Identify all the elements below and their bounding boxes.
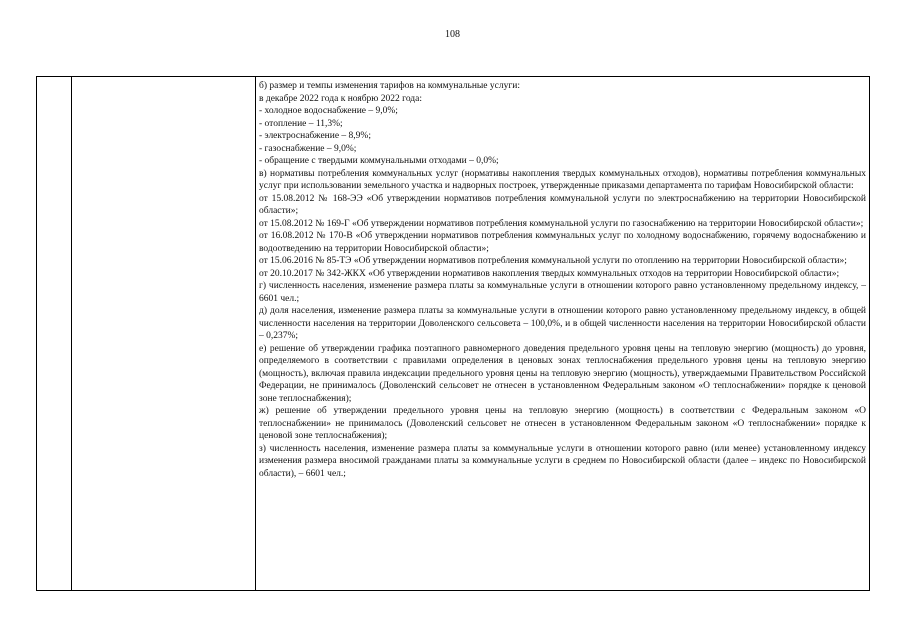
paragraph: - холодное водоснабжение – 9,0%; bbox=[259, 106, 398, 116]
paragraph: б) размер и темпы изменения тарифов на коммунальные услуги: bbox=[259, 81, 520, 91]
document-table bbox=[36, 76, 870, 591]
page-number: 108 bbox=[445, 29, 460, 40]
paragraph: - газоснабжение – 9,0%; bbox=[259, 143, 357, 154]
paragraph: г) численность населения, изменение размера платы за коммунальные услуги в отношении которого равно установленному предельному индексу, – 6601 чел.; bbox=[259, 281, 866, 304]
paragraph: - отопление – 11,3%; bbox=[259, 118, 343, 129]
paragraph: от 15.08.2012 № 168-ЭЭ «Об утверждении нормативов потребления коммунальной услуги по электроснабжению на территории Новосибирской области»; bbox=[259, 193, 866, 216]
paragraph: д) доля населения, изменение размера платы за коммунальные услуги в отношении которого равно установленному предельному индексу, в общей численности населения на территории Доволенского сельсовета – 100,0%, и в общей численности населения на территории Новосибирской области – 0,237%; bbox=[259, 306, 866, 341]
paragraph: - электроснабжение – 8,9%; bbox=[259, 131, 371, 141]
table-cell-number bbox=[37, 77, 72, 591]
paragraph: в декабре 2022 года к ноябрю 2022 года: bbox=[259, 93, 422, 104]
paragraph: от 15.06.2016 № 85-ТЭ «Об утверждении нормативов потребления коммунальной услуги по отоплению на территории Новосибирской области»; bbox=[259, 256, 847, 266]
paragraph: от 15.08.2012 № 169-Г «Об утверждении нормативов потребления коммунальной услуги по газоснабжению на территории Новосибирской области»; bbox=[259, 218, 864, 229]
table-cell-label bbox=[72, 77, 256, 591]
paragraph: в) нормативы потребления коммунальных услуг (нормативы накопления твердых коммунальных отходов), нормативы потребления коммунальных услуг при использовании земельного участка и надворных построек, утвержденные приказами департамента по тарифам Новосибирской области: bbox=[259, 168, 866, 191]
paragraph: - обращение с твердыми коммунальными отходами – 0,0%; bbox=[259, 156, 499, 166]
paragraph: е) решение об утверждении графика поэтапного равномерного доведения предельного уровня цены на тепловую энергию (мощность) до уровня, определяемого в соответствии с правилами определения в ценовых зонах теплоснабжения предельного уровня цены на тепловую энергию (мощность), включая правила индексации предельного уровня цены на тепловую энергию (мощность), утверждаемыми Правительством Российской Федерации, не принималось (Доволенский сельсовет не отнесен в установленном Федеральным законом «О теплоснабжении» порядке к ценовой зоне теплоснабжения); bbox=[259, 343, 866, 404]
content-text bbox=[256, 77, 869, 480]
paragraph: ж) решение об утверждении предельного уровня цены на тепловую энергию (мощность) в соответствии с Федеральным законом «О теплоснабжении» не принималось (Доволенский сельсовет не отнесен в установленном Федеральным законом «О теплоснабжении» порядке к ценовой зоне теплоснабжения); bbox=[259, 406, 866, 441]
table-cell-content bbox=[256, 77, 870, 591]
paragraph: от 20.10.2017 № 342-ЖКХ «Об утверждении нормативов накопления твердых коммунальных отходов на территории Новосибирской области»; bbox=[259, 268, 840, 279]
paragraph: з) численность населения, изменение размера платы за коммунальные услуги в отношении которого равно (или менее) установленному индексу изменения размера вносимой гражданами платы за коммунальные услуги в среднем по Новосибирской области (далее – индекс по Новосибирской области), – 6601 чел.; bbox=[259, 443, 866, 479]
paragraph: от 16.08.2012 № 170-В «Об утверждении нормативов потребления коммунальных услуг по холодному водоснабжению, горячему водоснабжению и водоотведению на территории Новосибирской области»; bbox=[259, 231, 866, 254]
table-row bbox=[37, 77, 870, 591]
